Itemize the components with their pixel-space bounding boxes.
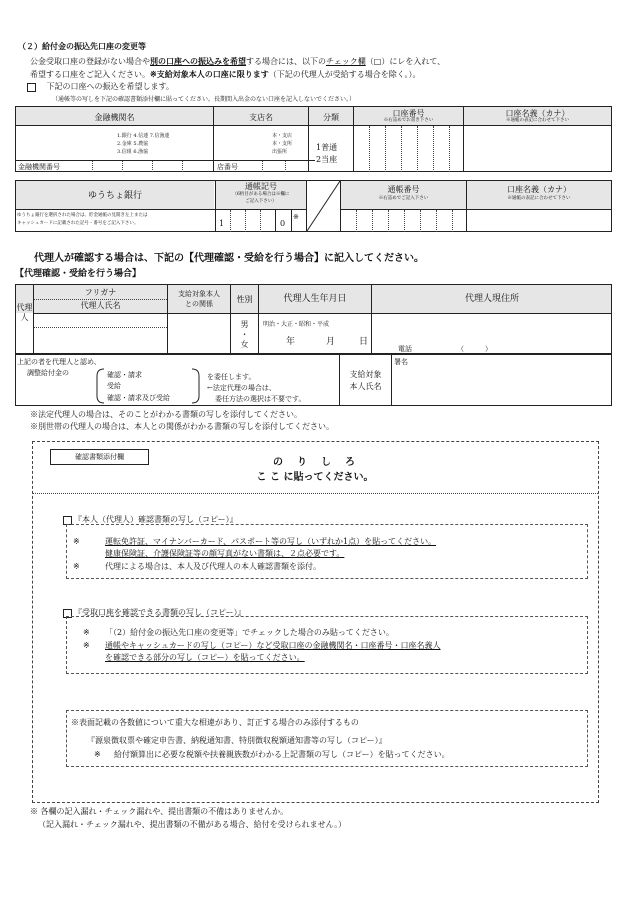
agent-sex-header: 性別: [236, 295, 253, 304]
acct-cell-div: [417, 126, 418, 172]
section2-note: （通帳等の写しを下記の確認書類添付欄に貼ってください。長期間入出金のない口座を記入しないでください。）: [52, 96, 356, 103]
branch-types-2: 本・支所: [272, 141, 293, 147]
section2-line2-c: （下記の代理人が受給する場合を除く。）。: [268, 70, 421, 79]
yucho-note-1: ゆうちょ銀行を選択された場合は、貯金通帳の見開き左上または: [17, 213, 148, 218]
target-name-label-1: 支給対象: [349, 370, 382, 379]
bank-num-cell-div: [152, 161, 153, 172]
section2-line2-b: ※支給対象本人の口座に限ります: [150, 69, 269, 79]
type-ordinary[interactable]: 1普通: [316, 143, 338, 152]
yucho-number-note: ※右詰めでご記入下さい: [378, 196, 429, 201]
yucho-label: ゆうちょ銀行: [87, 191, 142, 201]
yucho-symbol-cell-div: [275, 210, 276, 232]
agent-year: 年: [286, 337, 296, 347]
identity-docs-mark-1: ※: [73, 537, 80, 546]
account-type-header: 分類: [323, 113, 339, 122]
note-legal-agent: ※法定代理人の場合は、そのことがわかる書類の写しを添付してください。: [30, 410, 302, 419]
yucho-holder-note: ※通帳の表記に合わせて下さい: [507, 196, 571, 201]
bank-num-cell-div: [92, 161, 93, 172]
section2-checkbox-row[interactable]: [27, 81, 174, 93]
yucho-holder-header: 口座名義（カナ）: [507, 185, 571, 194]
bank-change-checkbox[interactable]: [27, 83, 36, 92]
acct-cell-div: [401, 126, 402, 172]
yucho-number-cell-div: [436, 210, 437, 232]
yucho-symbol-note-1: （6桁目がある場合は※欄に: [232, 192, 290, 197]
yucho-number-cell-div: [372, 210, 373, 232]
yucho-symbol-first: 1: [219, 219, 225, 228]
agent-phone-paren: （ ）: [457, 345, 492, 353]
agent-side-label: 代理人: [16, 303, 33, 322]
identity-docs-line-2: 健康保険証、介護保険証等の顔写真がない書類は、２点必要です。: [105, 549, 345, 558]
section2-line1-c: する場合には、以下の: [246, 57, 326, 66]
bank-number-label: 金融機関番号: [18, 163, 60, 171]
agent-furigana-header: フリガナ: [84, 288, 117, 297]
bank-types-3: 3.信組 6.漁協: [117, 149, 149, 155]
delegate-option-both[interactable]: 確認・請求及び受給: [107, 394, 170, 402]
yucho-number-cell-div: [420, 210, 421, 232]
yucho-line-right: [340, 209, 612, 210]
agent-day: 日: [359, 337, 369, 347]
delegate-line-5: 委任方法の選択は不要です。: [215, 395, 306, 403]
agent-sex-male[interactable]: 男: [240, 320, 249, 329]
type-current[interactable]: 2当座: [316, 155, 338, 164]
account-docs-line-3: を確認できる部分の写し（コピー）を貼ってください。: [105, 653, 305, 662]
agent-header-line: [33, 313, 612, 314]
tax-docs-title: 『源泉徴収票や確定申告書、納税通知書、特別徴収税額通知書等の写し（コピー）』: [87, 736, 387, 745]
signature-label: 署名: [394, 358, 408, 366]
yucho-symbol-header: 通帳記号: [245, 182, 277, 191]
yucho-note-2: キャッシュカードに記載された記号・番号をご記入下さい。: [17, 221, 139, 226]
branch-name-header: 支店名: [249, 113, 273, 122]
tax-docs-line-1: 給付額算出に必要な税額や扶養親族数がわかる上記書類の写し（コピー）を貼ってください。: [114, 750, 450, 759]
delegate-option-receive[interactable]: 受給: [107, 382, 121, 390]
section2-line1-b: 別の口座への振込みを希望: [150, 56, 246, 66]
bank-types-2: 2.金庫 5.農協: [117, 141, 149, 147]
target-name-label-2: 本人氏名: [349, 382, 382, 391]
agent-relation-header-1: 支給対象本人: [178, 290, 220, 298]
account-docs-line-2: 通帳やキャッシュカードの写し（コピー）など受取口座の金融機関名・口座番号・口座名義人: [105, 641, 441, 650]
identity-docs-line-1: 運転免許証、マイナンバーカード、パスポート等の写し（いずれか1点）を貼ってください。: [105, 537, 437, 546]
yucho-number-cell-div: [404, 210, 405, 232]
glue-margin-label: の り し ろ: [273, 457, 357, 468]
account-number-note: ※右詰めでお書き下さい: [383, 118, 434, 123]
section2-line1-d: チェック欄: [326, 57, 366, 66]
account-holder-header: 口座名義（カナ）: [505, 109, 570, 118]
bank-name-header: 金融機関名: [94, 113, 135, 122]
bank-table-header-line: [15, 125, 612, 126]
yucho-number-cell-div: [356, 210, 357, 232]
account-docs-mark-2: ※: [83, 641, 90, 650]
tax-docs-mark-1: ※: [94, 750, 101, 759]
agent-phone-label: 電話: [398, 345, 412, 353]
section2-line1-e: （□）にレを入れて、: [365, 57, 446, 66]
yucho-diagonal: [307, 181, 340, 231]
agent-heading: 代理人が確認する場合は、下記の【代理確認・受給を行う場合】に記入してください。: [34, 253, 424, 264]
delegate-line-2: 調整給付金の: [27, 369, 69, 377]
agent-address-header: 代理人現住所: [464, 294, 519, 304]
account-holder-note: ※通帳の表記に合わせて下さい: [506, 118, 569, 123]
yucho-symbol-last: 0: [280, 219, 286, 228]
tax-docs-intro: ※表面記載の各数値について重大な相違があり、訂正する場合のみ添付するもの: [71, 718, 359, 727]
section2-line1: [30, 55, 445, 68]
yucho-number-header: 通帳番号: [387, 185, 420, 194]
footer-check-2: （記入漏れ・チェック漏れや、提出書類の不備がある場合、給付を受けられません。）: [38, 820, 347, 829]
section2-line2-a: 希望する口座をご記入ください。: [30, 70, 150, 79]
branch-types-1: 本・支店: [272, 133, 293, 139]
yucho-symbol-cell-div: [230, 210, 231, 232]
bank-num-cell-div: [122, 161, 123, 172]
account-number-header: 口座番号: [392, 109, 425, 118]
yucho-number-cell-div: [388, 210, 389, 232]
delegate-line-4: ←法定代理の場合は、: [207, 384, 276, 392]
agent-eras[interactable]: 明治・大正・昭和・平成: [263, 321, 330, 328]
attachment-divider: [33, 493, 598, 494]
footer-check-1: ※ 各欄の記入漏れ・チェック漏れや、提出書類の不備はありませんか。: [30, 807, 289, 816]
agent-sex-female[interactable]: 女: [240, 340, 249, 349]
account-docs-line-1: 「（2）給付金の振込先口座の変更等」でチェックした場合のみ貼ってください。: [105, 628, 394, 637]
section2-line2: [30, 68, 421, 81]
branch-num-cell-div: [285, 161, 286, 172]
attachment-tag: 確認書類添付欄: [50, 449, 149, 465]
account-docs-mark-1: ※: [83, 628, 90, 637]
yucho-line-left: [15, 209, 307, 210]
delegate-option-confirm[interactable]: 確認・請求: [107, 371, 142, 379]
agent-name-divider: [34, 327, 167, 328]
bank-types-1: 1.銀行 4.信連 7.信漁連: [117, 133, 170, 139]
branch-types-3: 出張所: [272, 149, 288, 155]
delegation-vline-2: [391, 354, 392, 406]
yucho-symbol-star: ※: [293, 213, 299, 221]
acct-cell-div: [433, 126, 434, 172]
delegate-line-3: を委任します。: [207, 373, 256, 381]
agent-sex-dot: ・: [240, 330, 249, 339]
identity-docs-line-3: 代理による場合は、本人及び代理人の本人確認書類を添付。: [105, 562, 321, 571]
branch-num-cell-div: [262, 161, 263, 172]
bank-change-checkbox-label: 下記の口座への振込を希望します。: [46, 82, 174, 91]
identity-docs-title-text: 『本人（代理人）確認書類の写し（コピー）』: [74, 515, 238, 524]
yucho-number-cell-div: [452, 210, 453, 232]
section2-line1-a: 公金受取口座の登録がない場合や: [30, 57, 150, 66]
agent-section-title: 【代理確認・受給を行う場合】: [15, 269, 142, 279]
yucho-symbol-cell-div: [245, 210, 246, 232]
acct-cell-div: [385, 126, 386, 172]
yucho-symbol-note-2: ご記入下さい）: [245, 199, 277, 204]
paste-here-label: こ こ に貼ってください。: [256, 472, 374, 483]
agent-birth-header: 代理人生年月日: [283, 294, 347, 304]
note-other-household: ※別世帯の代理人の場合は、本人との関係がわかる書類の写しを添付してください。: [30, 422, 334, 431]
acct-cell-div: [369, 126, 370, 172]
agent-name-header: 代理人氏名: [80, 301, 121, 310]
agent-relation-header-2: との関係: [185, 300, 213, 308]
yucho-symbol-cell-div: [260, 210, 261, 232]
bank-num-cell-div: [182, 161, 183, 172]
delegate-line-1: 上記の者を代理人と認め、: [17, 358, 101, 366]
identity-docs-mark-3: ※: [73, 562, 80, 571]
branch-number-label: 店番号: [217, 163, 238, 171]
account-docs-title-text: 『受取口座を確認できる書類の写し（コピー）』: [74, 608, 246, 617]
acct-cell-div: [449, 126, 450, 172]
agent-month: 月: [326, 337, 336, 347]
section2-title: （２）給付金の振込先口座の変更等: [18, 41, 146, 51]
bank-table-number-line: [15, 160, 315, 161]
yucho-symbol-cell-div: [291, 210, 292, 232]
